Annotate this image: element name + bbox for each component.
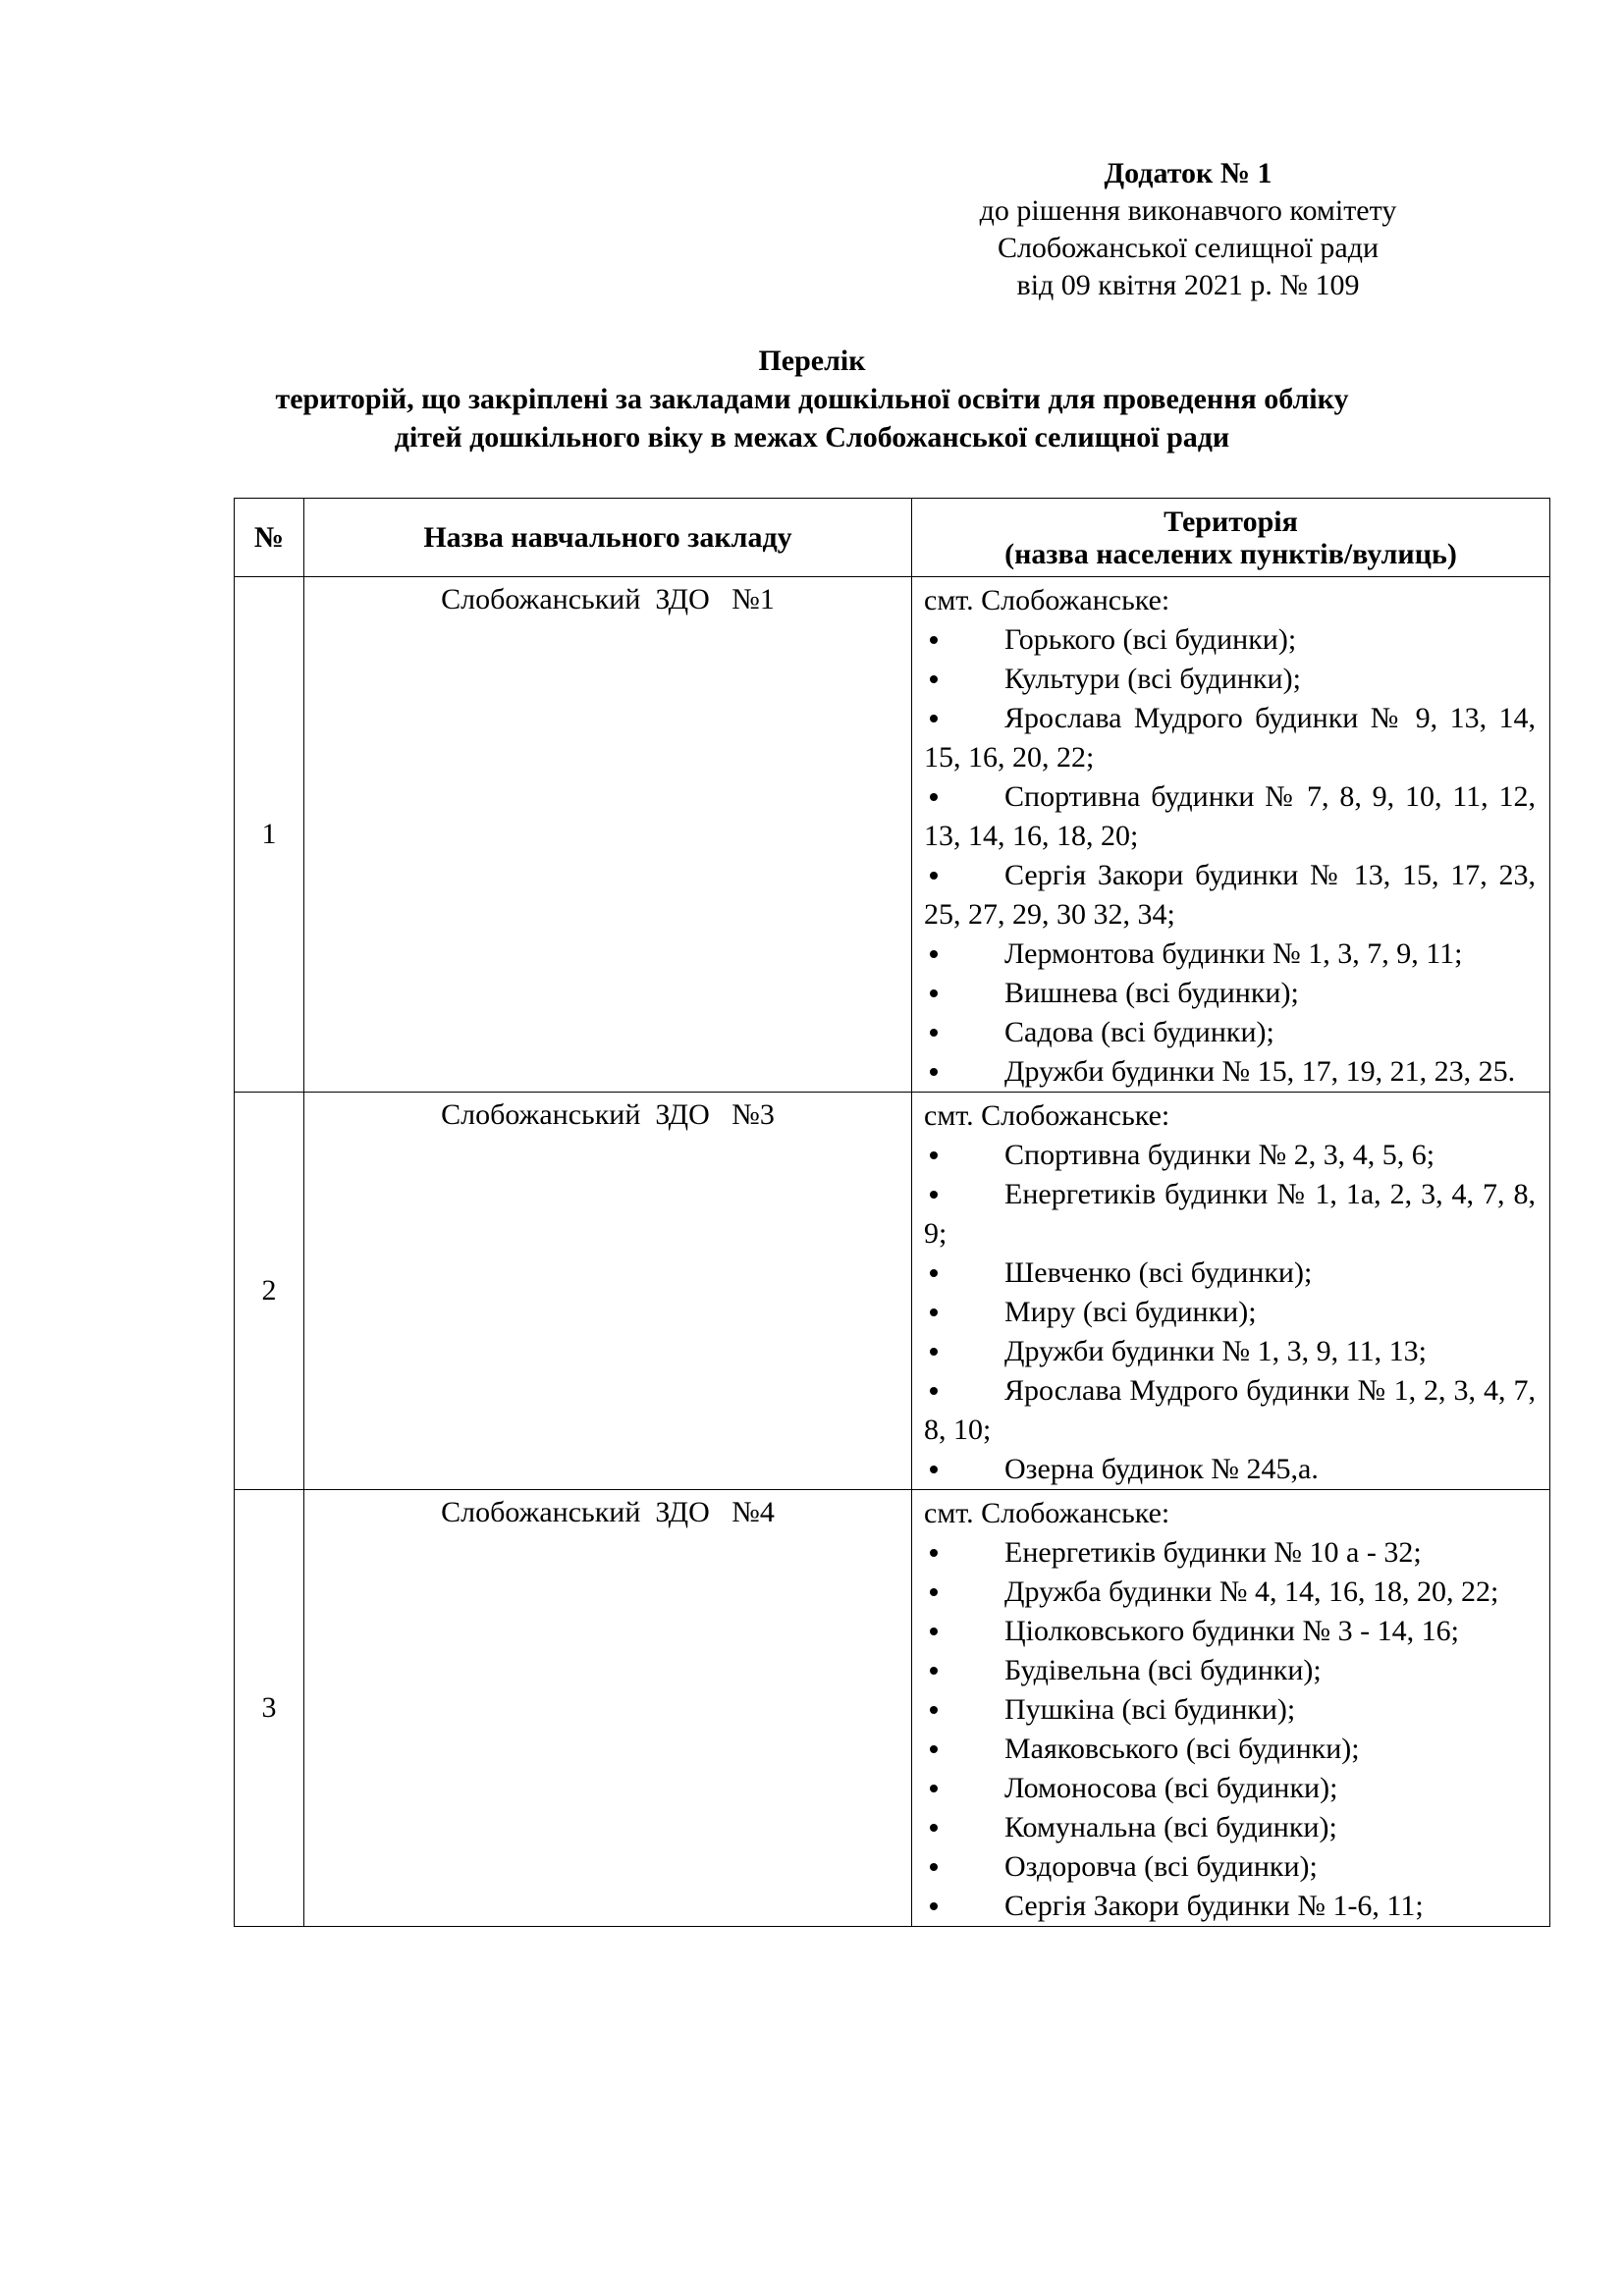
header-territory-line-1: Територія — [1164, 505, 1298, 538]
street-text: Лермонтова будинки № 1, 3, 7, 9, 11; — [1004, 937, 1463, 970]
bullet-icon — [930, 675, 938, 683]
bullet-icon — [930, 1387, 938, 1395]
list-item — [924, 1450, 1536, 1489]
street-text: Оздоровча (всі будинки); — [1004, 1850, 1318, 1883]
bullet-icon — [930, 1348, 938, 1356]
settlement-name: смт. Слобожанське: — [924, 1497, 1170, 1529]
list-item — [924, 974, 1536, 1013]
bullet-icon — [930, 715, 938, 722]
institution-name: Слобожанський ЗДО №3 — [304, 1093, 912, 1490]
territory-cell — [912, 1490, 1550, 1927]
bullet-icon — [930, 1824, 938, 1832]
document-title — [196, 342, 1428, 456]
list-item — [924, 620, 1536, 660]
territory-cell — [912, 1093, 1550, 1490]
list-item — [924, 1730, 1536, 1769]
list-item — [924, 856, 1536, 934]
bullet-icon — [930, 989, 938, 997]
list-item — [924, 699, 1536, 777]
street-text: Маяковського (всі будинки); — [1004, 1733, 1360, 1765]
street-text: Спортивна будинки № 7, 8, 9, 10, 11, 12, 13, 14, 16, 18, 20; — [924, 780, 1536, 852]
street-text: Спортивна будинки № 2, 3, 4, 5, 6; — [1004, 1139, 1435, 1171]
bullet-icon — [930, 793, 938, 801]
street-text: Дружба будинки № 4, 14, 16, 18, 20, 22; — [1004, 1575, 1499, 1608]
list-item — [924, 1612, 1536, 1651]
table-row — [235, 1490, 1550, 1927]
table-body — [235, 577, 1550, 1927]
list-item — [924, 1254, 1536, 1293]
bullet-icon — [930, 1588, 938, 1596]
bullet-icon — [930, 636, 938, 644]
table-header-row — [235, 499, 1550, 577]
street-text: Шевченко (всі будинки); — [1004, 1256, 1313, 1289]
appendix-line-1: до рішення виконавчого комітету — [979, 194, 1397, 227]
street-text: Горького (всі будинки); — [1004, 623, 1297, 656]
street-text: Комунальна (всі будинки); — [1004, 1811, 1337, 1843]
street-text: Садова (всі будинки); — [1004, 1016, 1274, 1048]
bullet-icon — [930, 1863, 938, 1871]
list-item — [924, 1651, 1536, 1690]
appendix-line-3: від 09 квітня 2021 р. № 109 — [1016, 269, 1360, 301]
bullet-icon — [930, 1785, 938, 1792]
bullet-icon — [930, 1151, 938, 1159]
list-item — [924, 1533, 1536, 1573]
header-number: № — [235, 499, 304, 577]
appendix-line-2: Слобожанської селищної ради — [997, 232, 1380, 264]
bullet-icon — [930, 1745, 938, 1753]
territory-cell — [912, 577, 1550, 1093]
row-number: 2 — [235, 1093, 304, 1490]
bullet-icon — [930, 1706, 938, 1714]
list-item — [924, 1175, 1536, 1254]
list-item — [924, 1808, 1536, 1847]
street-text: Пушкіна (всі будинки); — [1004, 1693, 1296, 1726]
bullet-icon — [930, 1466, 938, 1473]
appendix-title: Додаток № 1 — [1104, 157, 1272, 189]
header-territory-line-2: (назва населених пунктів/вулиць) — [1004, 537, 1457, 570]
list-item — [924, 1573, 1536, 1612]
bullet-icon — [930, 1902, 938, 1910]
document-title-line-2: територій, що закріплені за закладами дошкільної освіти для проведення обліку — [275, 383, 1349, 415]
header-institution-name: Назва навчального закладу — [304, 499, 912, 577]
document-title-line-3: дітей дошкільного віку в межах Слобожанської селищної ради — [394, 421, 1230, 454]
street-text: Ломоносова (всі будинки); — [1004, 1772, 1338, 1804]
document-title-line-1: Перелік — [758, 345, 866, 377]
street-text: Вишнева (всі будинки); — [1004, 977, 1299, 1009]
street-text: Енергетиків будинки № 10 а - 32; — [1004, 1536, 1422, 1569]
table-row — [235, 1093, 1550, 1490]
bullet-icon — [930, 1269, 938, 1277]
street-text: Ярослава Мудрого будинки № 9, 13, 14, 15, 16, 20, 22; — [924, 702, 1536, 774]
list-item — [924, 1769, 1536, 1808]
bullet-icon — [930, 1191, 938, 1199]
street-text: Дружби будинки № 15, 17, 19, 21, 23, 25. — [1004, 1055, 1516, 1088]
list-item — [924, 934, 1536, 974]
list-item — [924, 1013, 1536, 1052]
bullet-icon — [930, 1667, 938, 1675]
street-text: Озерна будинок № 245,а. — [1004, 1453, 1319, 1485]
table-row — [235, 577, 1550, 1093]
street-text: Сергія Закори будинки № 1-6, 11; — [1004, 1890, 1424, 1922]
list-item — [924, 1332, 1536, 1371]
list-item — [924, 1052, 1536, 1092]
street-list — [924, 620, 1536, 1092]
bullet-icon — [930, 1549, 938, 1557]
street-text: Енергетиків будинки № 1, 1а, 2, 3, 4, 7, 8, 9; — [924, 1178, 1536, 1250]
settlement-name: смт. Слобожанське: — [924, 584, 1170, 616]
street-text: Сергія Закори будинки № 13, 15, 17, 23, 25, 27, 29, 30 32, 34; — [924, 859, 1536, 931]
institution-name: Слобожанський ЗДО №1 — [304, 577, 912, 1093]
bullet-icon — [930, 872, 938, 880]
institution-name: Слобожанський ЗДО №4 — [304, 1490, 912, 1927]
row-number: 1 — [235, 577, 304, 1093]
list-item — [924, 1293, 1536, 1332]
list-item — [924, 1371, 1536, 1450]
bullet-icon — [930, 1029, 938, 1037]
list-item — [924, 1847, 1536, 1887]
street-list — [924, 1533, 1536, 1926]
settlement-name: смт. Слобожанське: — [924, 1099, 1170, 1132]
list-item — [924, 777, 1536, 856]
list-item — [924, 660, 1536, 699]
street-text: Культури (всі будинки); — [1004, 663, 1301, 695]
street-text: Будівельна (всі будинки); — [1004, 1654, 1322, 1686]
street-list — [924, 1136, 1536, 1489]
appendix-header — [913, 155, 1463, 304]
street-text: Ярослава Мудрого будинки № 1, 2, 3, 4, 7, 8, 10; — [924, 1374, 1536, 1446]
street-text: Ціолковського будинки № 3 - 14, 16; — [1004, 1615, 1459, 1647]
row-number: 3 — [235, 1490, 304, 1927]
list-item — [924, 1887, 1536, 1926]
list-item — [924, 1136, 1536, 1175]
bullet-icon — [930, 1068, 938, 1076]
bullet-icon — [930, 1628, 938, 1635]
bullet-icon — [930, 1308, 938, 1316]
bullet-icon — [930, 950, 938, 958]
territory-table — [234, 498, 1550, 1927]
list-item — [924, 1690, 1536, 1730]
street-text: Миру (всі будинки); — [1004, 1296, 1257, 1328]
header-territory — [912, 499, 1550, 577]
street-text: Дружби будинки № 1, 3, 9, 11, 13; — [1004, 1335, 1427, 1367]
